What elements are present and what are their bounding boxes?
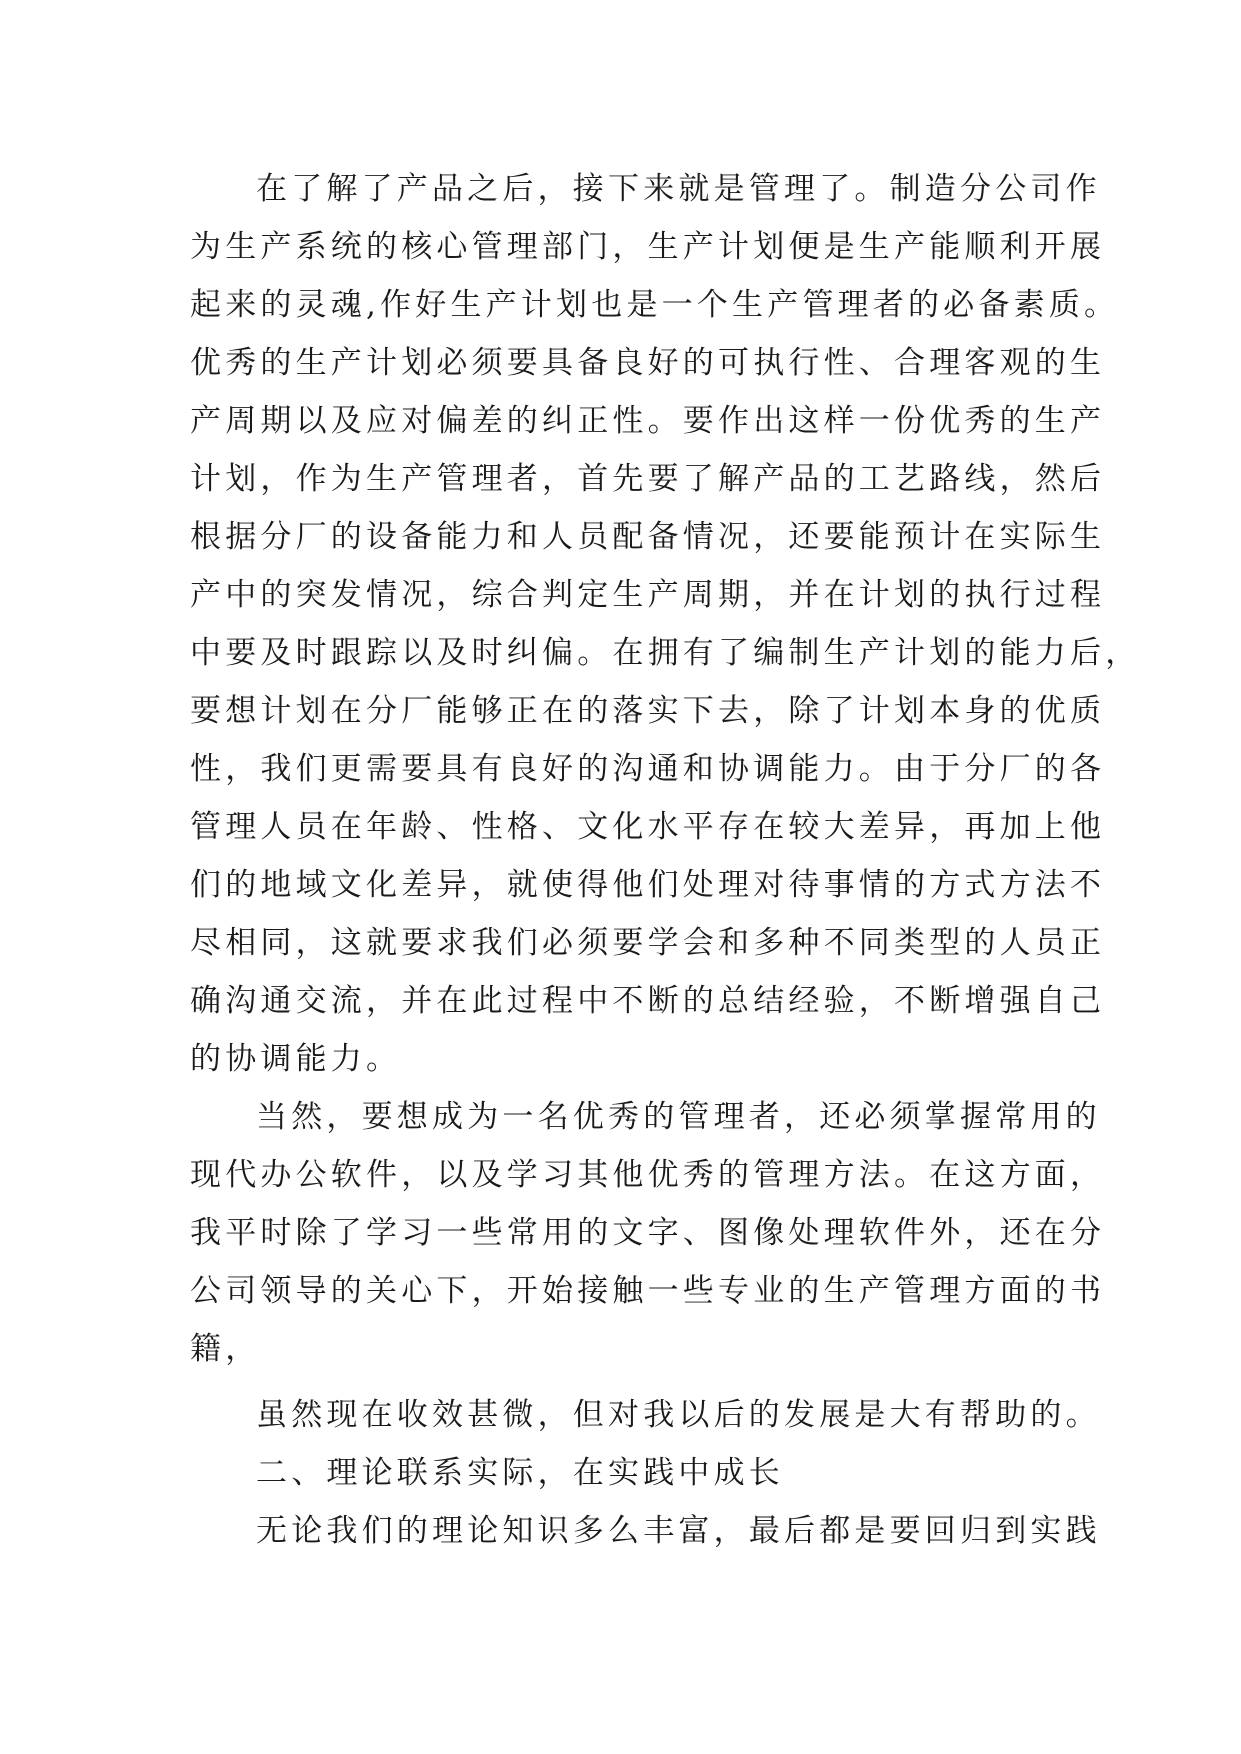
paragraph-line: 籍，	[190, 1331, 261, 1367]
paragraph-line: 中要及时跟踪以及时纠偏。在拥有了编制生产计划的能力后，	[190, 635, 1141, 671]
paragraph-line: 为生产系统的核心管理部门，生产计划便是生产能顺利开展	[190, 229, 1106, 265]
paragraph-line: 现代办公软件，以及学习其他优秀的管理方法。在这方面，	[190, 1157, 1106, 1193]
paragraph-line: 根据分厂的设备能力和人员配备情况，还要能预计在实际生	[190, 519, 1106, 555]
paragraph-line: 无论我们的理论知识多么丰富，最后都是要回归到实践	[256, 1513, 1101, 1549]
paragraph-line: 起来的灵魂,作好生产计划也是一个生产管理者的必备素质。	[190, 287, 1120, 323]
document-body	[190, 160, 1141, 1560]
paragraph-line: 虽然现在收效甚微，但对我以后的发展是大有帮助的。	[256, 1397, 1101, 1433]
paragraph-line: 我平时除了学习一些常用的文字、图像处理软件外，还在分	[190, 1215, 1106, 1251]
paragraph-line: 当然，要想成为一名优秀的管理者，还必须掌握常用的	[256, 1099, 1101, 1135]
paragraph-line: 产周期以及应对偏差的纠正性。要作出这样一份优秀的生产	[190, 403, 1106, 439]
paragraph-line: 产中的突发情况，综合判定生产周期，并在计划的执行过程	[190, 577, 1106, 613]
paragraph-line: 确沟通交流，并在此过程中不断的总结经验，不断增强自己	[190, 983, 1106, 1019]
paragraph-line: 们的地域文化差异，就使得他们处理对待事情的方式方法不	[190, 867, 1106, 903]
paragraph-line: 尽相同，这就要求我们必须要学会和多种不同类型的人员正	[190, 925, 1106, 961]
paragraph-line: 要想计划在分厂能够正在的落实下去，除了计划本身的优质	[190, 693, 1106, 729]
paragraph-line: 性，我们更需要具有良好的沟通和协调能力。由于分厂的各	[190, 751, 1106, 787]
paragraph-line: 优秀的生产计划必须要具备良好的可执行性、合理客观的生	[190, 345, 1106, 381]
paragraph-line: 管理人员在年龄、性格、文化水平存在较大差异，再加上他	[190, 809, 1106, 845]
paragraph-line: 计划，作为生产管理者，首先要了解产品的工艺路线，然后	[190, 461, 1106, 497]
paragraph-line: 公司领导的关心下，开始接触一些专业的生产管理方面的书	[190, 1273, 1106, 1309]
section-heading: 二、理论联系实际，在实践中成长	[256, 1455, 784, 1491]
paragraph-line: 在了解了产品之后，接下来就是管理了。制造分公司作	[256, 171, 1101, 207]
paragraph-line: 的协调能力。	[190, 1041, 402, 1077]
